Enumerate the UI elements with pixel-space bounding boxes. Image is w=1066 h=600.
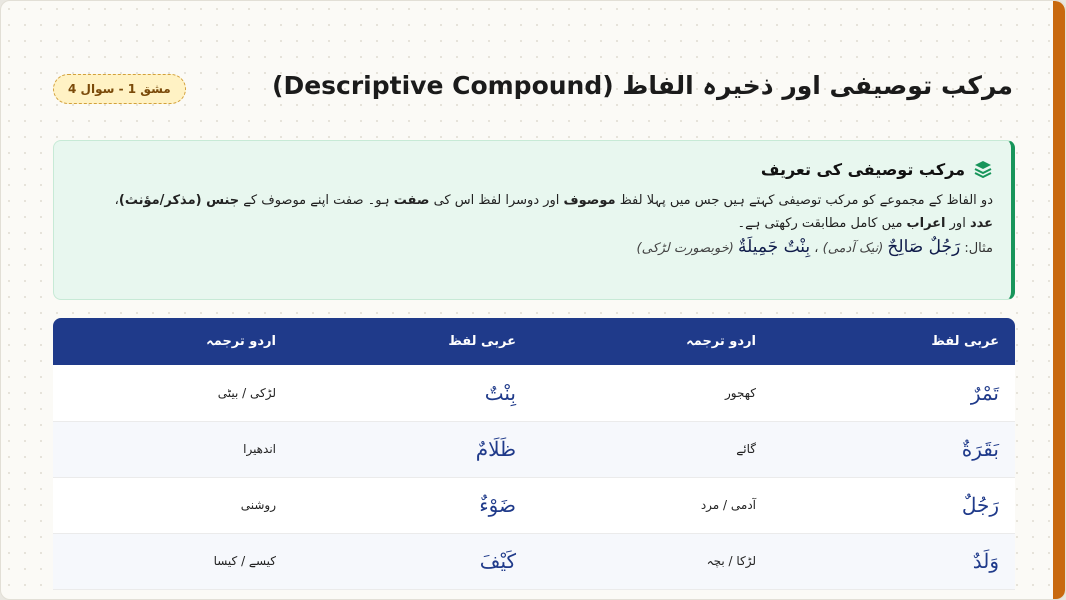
- definition-header: [76, 159, 993, 179]
- arabic-word-cell: ضَوْءٌ: [292, 477, 532, 533]
- table-row: [53, 421, 1015, 477]
- example-translation: (خوبصورت لڑکی): [636, 241, 734, 256]
- urdu-translation-cell: لڑکا / بچہ: [532, 533, 772, 589]
- table-row: [53, 477, 1015, 533]
- table-header-row: [53, 318, 1015, 365]
- urdu-translation-cell: گائے: [532, 421, 772, 477]
- arabic-word-cell: بِنْتٌ: [292, 365, 532, 421]
- term-jins: جنس (مذکر/مؤنث): [118, 193, 240, 208]
- arabic-word-cell: كَيْفَ: [292, 533, 532, 589]
- urdu-translation-cell: کیسے / کیسا: [53, 533, 292, 589]
- example-separator: ،: [810, 241, 819, 256]
- definition-card: [53, 140, 1015, 300]
- layers-icon: [973, 159, 993, 179]
- term-sifat: صفت: [393, 193, 430, 208]
- definition-text-part: ہو۔ صفت اپنے موصوف کے: [239, 193, 394, 208]
- page-title: مرکب توصیفی اور ذخیرہ الفاظ (Descriptive Compound): [272, 71, 1013, 100]
- example-arabic: بِنْتٌ جَمِيلَةٌ: [737, 237, 811, 257]
- urdu-translation-cell: آدمی / مرد: [532, 477, 772, 533]
- urdu-translation-cell: لڑکی / بیٹی: [53, 365, 292, 421]
- arabic-word-cell: بَقَرَةٌ: [772, 421, 1015, 477]
- definition-text-part: دو الفاظ کے مجموعے کو مرکب توصیفی کہتے ہیں جس میں پہلا لفظ: [615, 193, 993, 208]
- arabic-word-cell: وَلَدٌ: [772, 533, 1015, 589]
- arabic-word-cell: ظَلَامٌ: [292, 421, 532, 477]
- example-arabic: رَجُلٌ صَالِحٌ: [887, 237, 961, 257]
- definition-text-part: میں کامل مطابقت رکھتی ہے۔: [737, 216, 907, 231]
- column-header: اردو ترجمہ: [686, 334, 756, 349]
- term-adad: عدد: [969, 216, 993, 231]
- vocabulary-table: [53, 318, 1015, 590]
- example-label: مثال:: [960, 241, 993, 256]
- definition-title: مرکب توصیفی کی تعریف: [760, 159, 965, 179]
- table-row: [53, 533, 1015, 589]
- definition-text-part: اور: [945, 216, 970, 231]
- definition-example: [76, 237, 993, 257]
- accent-edge-bar: [1053, 1, 1065, 600]
- exercise-badge: مشق 1 - سوال 4: [53, 74, 186, 104]
- arabic-word-cell: رَجُلٌ: [772, 477, 1015, 533]
- definition-text: [76, 189, 993, 235]
- urdu-translation-cell: اندھیرا: [53, 421, 292, 477]
- urdu-translation-cell: کھجور: [532, 365, 772, 421]
- term-irab: اعراب: [906, 216, 946, 231]
- column-header: عربی لفظ: [448, 334, 516, 349]
- urdu-translation-cell: روشنی: [53, 477, 292, 533]
- example-translation: (نیک آدمی): [822, 241, 884, 256]
- column-header: عربی لفظ: [931, 334, 999, 349]
- table-row: [53, 365, 1015, 421]
- definition-text-part: ،: [114, 193, 119, 208]
- column-header: اردو ترجمہ: [206, 334, 276, 349]
- arabic-word-cell: تَمْرٌ: [772, 365, 1015, 421]
- term-mawsuf: موصوف: [563, 193, 616, 208]
- definition-text-part: اور دوسرا لفظ اس کی: [429, 193, 564, 208]
